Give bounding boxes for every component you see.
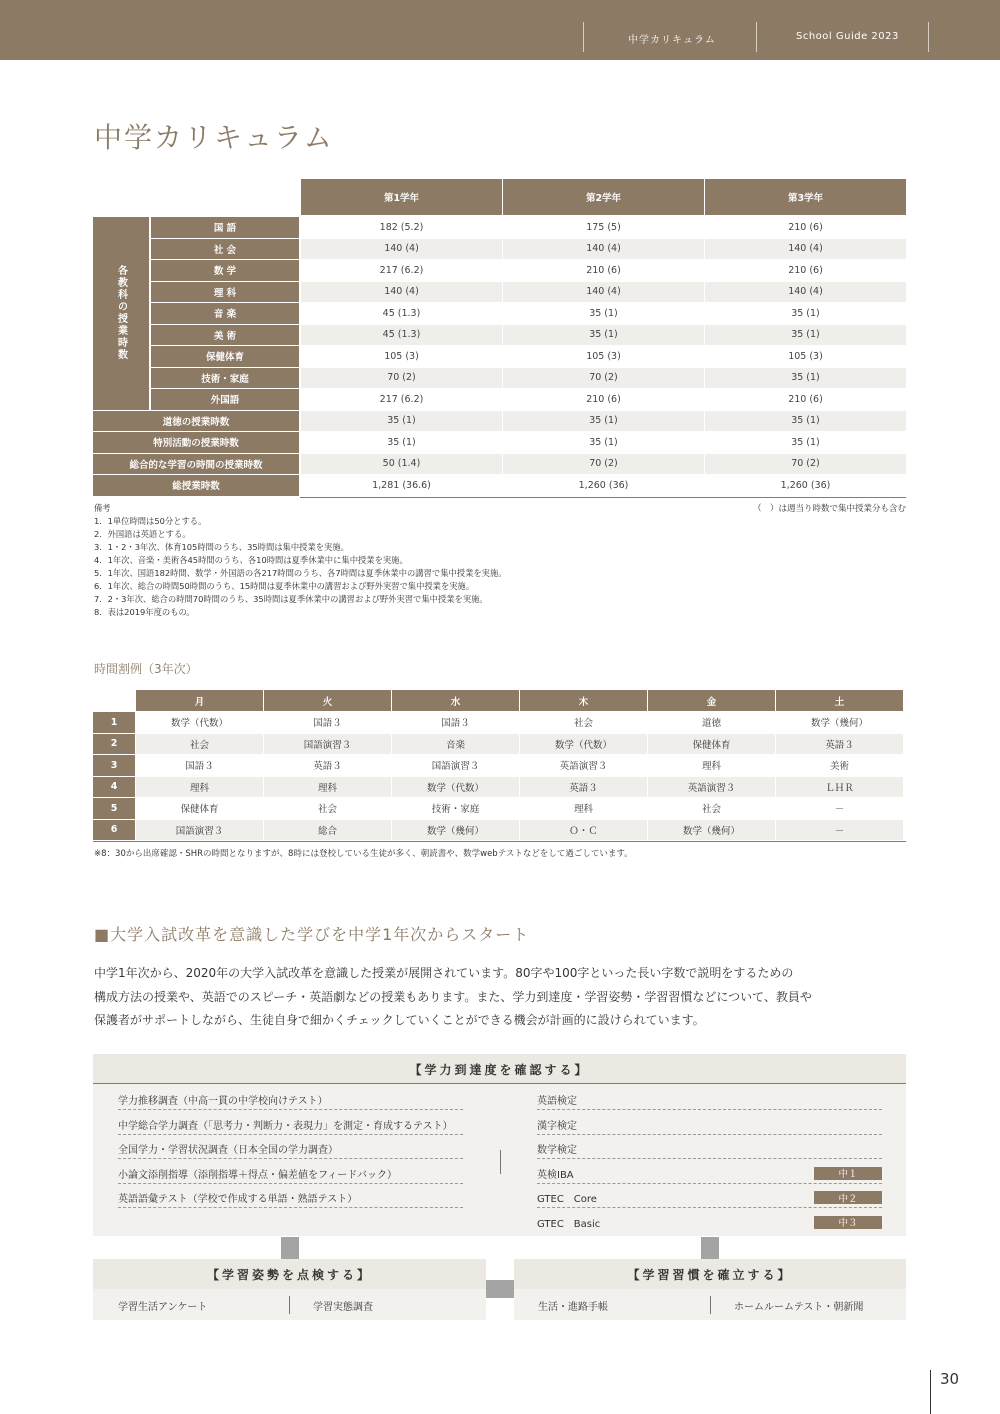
dotted-rule (118, 1207, 463, 1208)
class-cell: － (834, 804, 845, 816)
period-label: 6 (93, 820, 135, 841)
section-heading: ■大学入試改革を意識した学びを中学1年次からスタート (94, 925, 530, 944)
habit-item: ホームルームテスト・朝新聞 (734, 1302, 864, 1313)
subject-label: 理 科 (151, 282, 299, 303)
class-cell: 英語演習３ (648, 777, 775, 798)
total-label: 道徳の授業時数 (93, 411, 299, 432)
class-cell: 国語演習３ (136, 820, 263, 841)
curriculum-table (93, 179, 906, 497)
header-divider (928, 22, 929, 52)
achievement-item: GTEC Basic (537, 1218, 601, 1230)
hours-cell: 70 (2) (503, 368, 704, 389)
grade-badge: 中１ (814, 1167, 882, 1180)
notes-heading: 備考 (94, 503, 111, 513)
habit-item: 生活・進路手帳 (538, 1302, 608, 1313)
table-rule (93, 841, 906, 842)
paragraph-line: 中学1年次から、2020年の大学入試改革を意識した授業が展開されています。80字や100字といった長い字数で説明をするための (94, 966, 794, 980)
day-header: 土 (776, 690, 903, 711)
day-header: 水 (392, 690, 519, 711)
page-title: 中学カリキュラム (94, 121, 334, 154)
hours-cell: 175 (5) (586, 221, 621, 233)
period-label: 2 (93, 734, 135, 755)
hours-cell: 35 (1) (791, 307, 820, 319)
dotted-rule (537, 1109, 882, 1110)
hours-cell: 105 (3) (788, 350, 823, 362)
hours-cell: 140 (4) (705, 282, 906, 303)
day-header: 木 (520, 690, 647, 711)
hours-cell: 35 (1) (705, 325, 906, 346)
class-cell: 英語３ (313, 761, 342, 773)
achievement-item: 中学総合学力調査（「思考力・判断力・表現力」を測定・育成するテスト） (118, 1120, 453, 1132)
period-label: 4 (93, 777, 135, 798)
subject-label: 音 楽 (151, 303, 299, 324)
class-cell: 技術・家庭 (431, 804, 480, 816)
achievement-item: 小論文添削指導（添削指導＋得点・偏差値をフィードバック） (118, 1169, 397, 1181)
timetable-title: 時間割例（3年次） (94, 662, 198, 676)
year-header: 第1学年 (301, 179, 502, 215)
hours-cell: 140 (4) (503, 282, 704, 303)
dotted-rule (118, 1109, 463, 1110)
achievement-divider (93, 1083, 906, 1084)
note-item: 1．1単位時間は50分とする。 (94, 516, 207, 526)
hours-cell: 35 (1) (503, 411, 704, 432)
hours-cell: 217 (6.2) (379, 264, 424, 276)
total-label: 総合的な学習の時間の授業時数 (93, 454, 299, 475)
class-cell: 美術 (829, 761, 849, 773)
class-cell: 国語３ (441, 718, 470, 730)
class-cell: 音楽 (392, 734, 519, 755)
class-cell: 保健体育 (648, 734, 775, 755)
dotted-rule (118, 1158, 463, 1159)
class-cell: 保健体育 (180, 804, 219, 816)
note-item: 2．外国語は英語とする。 (94, 529, 191, 539)
note-item: 3．1・2・3年次、体育105時間のうち、35時間は集中授業を実施。 (94, 542, 349, 552)
achievement-item: GTEC Core (537, 1194, 597, 1205)
hours-cell: 217 (6.2) (379, 393, 424, 405)
class-cell: 理科 (701, 761, 721, 773)
day-header: 月 (136, 690, 263, 711)
hours-cell: 140 (4) (705, 239, 906, 260)
achievement-item: 英検IBA (537, 1169, 574, 1181)
class-cell: 数学（代数） (520, 734, 647, 755)
day-header: 火 (264, 690, 391, 711)
class-cell: 数学（代数） (392, 777, 519, 798)
hours-cell: 35 (1) (589, 436, 618, 448)
hours-cell: 210 (6) (788, 221, 823, 233)
note-item: 6．1年次、総合の時間50時間のうち、15時間は夏季休業中の講習および野外実習で集中授業を実施。 (94, 581, 475, 591)
class-cell: 国語演習３ (431, 761, 480, 773)
class-cell: ＬＨＲ (776, 777, 903, 798)
class-cell: 社会 (136, 734, 263, 755)
dotted-rule (537, 1207, 882, 1208)
hours-cell: 70 (2) (503, 454, 704, 475)
achievement-title: 【学力到達度を確認する】 (93, 1054, 906, 1084)
class-cell: 社会 (573, 718, 593, 730)
hours-cell: 140 (4) (301, 239, 502, 260)
hours-cell: 1,281 (36.6) (372, 479, 431, 491)
hours-cell: 140 (4) (301, 282, 502, 303)
achievement-item: 英語語彙テスト（学校で作成する単語・熟語テスト） (118, 1194, 358, 1205)
period-label: 1 (93, 712, 135, 733)
note-item: 5．1年次、国語182時間、数学・外国語の各217時間のうち、各7時間は夏季休業中の講習で集中授業を実施。 (94, 568, 507, 578)
class-cell: 社会 (317, 804, 337, 816)
attitude-item: 学習生活アンケート (118, 1302, 208, 1313)
class-cell: 理科 (264, 777, 391, 798)
class-cell: 道徳 (701, 718, 721, 730)
hours-cell: 35 (1) (503, 325, 704, 346)
hours-cell: 35 (1) (791, 436, 820, 448)
timetable (93, 690, 906, 840)
dotted-rule (537, 1134, 882, 1135)
header-bar (0, 0, 1000, 60)
hours-cell: 50 (1.4) (301, 454, 502, 475)
subject-label: 数 学 (151, 260, 299, 281)
hours-cell: 210 (6) (586, 264, 621, 276)
dotted-rule (118, 1183, 463, 1184)
dotted-rule (537, 1183, 882, 1184)
subject-label: 技術・家庭 (151, 368, 299, 389)
notes-right: （ ）は週当り時数で集中授業分も含む (752, 504, 906, 514)
section-paragraph (94, 962, 906, 1033)
grade-badge: 中２ (814, 1191, 882, 1204)
year-header: 第2学年 (503, 179, 704, 215)
total-label: 総授業時数 (93, 475, 299, 496)
period-label: 3 (93, 755, 135, 776)
class-cell: 理科 (573, 804, 593, 816)
class-cell: 国語３ (313, 718, 342, 730)
subject-label: 社 会 (151, 239, 299, 260)
note-item: 7．2・3年次、総合の時間70時間のうち、35時間は夏季休業中の講習および野外実習で集中授業を実施。 (94, 594, 488, 604)
habit-title: 【学習習慣を確立する】 (514, 1259, 906, 1289)
day-header: 金 (648, 690, 775, 711)
note-item: 4．1年次、音楽・美術各45時間のうち、各10時間は夏季休業中に集中授業を実施。 (94, 555, 408, 565)
class-cell: 理科 (136, 777, 263, 798)
connector (281, 1237, 299, 1259)
class-cell: 数学（幾何） (392, 820, 519, 841)
achievement-item: 全国学力・学習状況調査（日本全国の学力調査） (118, 1145, 338, 1156)
attitude-item: 学習実態調査 (313, 1302, 373, 1313)
attitude-title: 【学習姿勢を点検する】 (93, 1259, 486, 1289)
period-label: 5 (93, 798, 135, 819)
hours-cell: 105 (3) (586, 350, 621, 362)
subject-label: 外国語 (151, 389, 299, 410)
hours-cell: 70 (2) (705, 454, 906, 475)
class-cell: 総合 (264, 820, 391, 841)
hours-cell: 35 (1) (705, 411, 906, 432)
class-cell: Ｏ・Ｃ (520, 820, 647, 841)
hours-cell: 35 (1) (705, 368, 906, 389)
page-number: 30 (940, 1370, 960, 1388)
paragraph-line: 保護者がサポートしながら、生徒自身で細かくチェックしていくことができる機会が計画的に設けられています。 (94, 1013, 705, 1027)
hours-cell: 105 (3) (384, 350, 419, 362)
class-cell: 英語演習３ (559, 761, 608, 773)
header-guide: School Guide 2023 (796, 31, 899, 42)
year-header: 第3学年 (705, 179, 906, 215)
hours-cell: 45 (1.3) (301, 325, 502, 346)
total-label: 特別活動の授業時数 (93, 432, 299, 453)
class-cell: 国語３ (185, 761, 214, 773)
achievement-item: 英語検定 (537, 1096, 577, 1107)
class-cell: － (776, 820, 903, 841)
page-number-rule (930, 1370, 931, 1414)
connector (701, 1237, 719, 1259)
paragraph-line: 構成方法の授業や、英語でのスピーチ・英語劇などの授業もあります。また、学力到達度・学習姿勢・学習習慣などについて、教員や (94, 989, 812, 1004)
table-rule (300, 497, 906, 498)
hours-cell: 210 (6) (586, 393, 621, 405)
achievement-item: 漢字検定 (537, 1120, 577, 1132)
hours-cell: 140 (4) (503, 239, 704, 260)
subject-label: 美 術 (151, 325, 299, 346)
dotted-rule (537, 1158, 882, 1159)
hours-cell: 1,260 (36) (780, 479, 831, 491)
hours-cell: 182 (5.2) (379, 221, 424, 233)
class-cell: 数学（幾何） (810, 718, 868, 730)
note-item: 8．表は2019年度のもの。 (94, 607, 195, 617)
column-divider (500, 1150, 501, 1174)
hours-cell: 35 (1) (589, 307, 618, 319)
class-cell: 英語３ (776, 734, 903, 755)
dotted-rule (118, 1134, 463, 1135)
header-divider (583, 22, 584, 52)
item-divider (710, 1296, 711, 1314)
group-label: 各教科の授業時数 (93, 217, 149, 410)
class-cell: 社会 (701, 804, 721, 816)
grade-badge: 中３ (814, 1216, 882, 1229)
achievement-item: 数学検定 (537, 1145, 577, 1156)
curriculum-notes (94, 502, 507, 619)
hours-cell: 35 (1) (301, 411, 502, 432)
header-section: 中学カリキュラム (628, 35, 716, 46)
class-cell: 数学（代数） (170, 718, 228, 730)
connector (486, 1280, 514, 1298)
hours-cell: 210 (6) (788, 393, 823, 405)
hours-cell: 1,260 (36) (578, 479, 629, 491)
hours-cell: 70 (2) (301, 368, 502, 389)
hours-cell: 210 (6) (788, 264, 823, 276)
class-cell: 国語演習３ (264, 734, 391, 755)
timetable-note: ※8：30から出席確認・SHRの時間となりますが、8時には登校している生徒が多く、朝読書や、数学webテストなどをして過ごしています。 (94, 849, 633, 859)
hours-cell: 35 (1) (387, 436, 416, 448)
class-cell: 数学（幾何） (648, 820, 775, 841)
class-cell: 英語３ (520, 777, 647, 798)
hours-cell: 45 (1.3) (382, 307, 421, 319)
subject-label: 国 語 (151, 217, 299, 238)
header-divider (756, 22, 757, 52)
item-divider (289, 1296, 290, 1314)
subject-label: 保健体育 (151, 346, 299, 367)
achievement-item: 学力推移調査（中高一貫の中学校向けテスト） (118, 1096, 328, 1107)
